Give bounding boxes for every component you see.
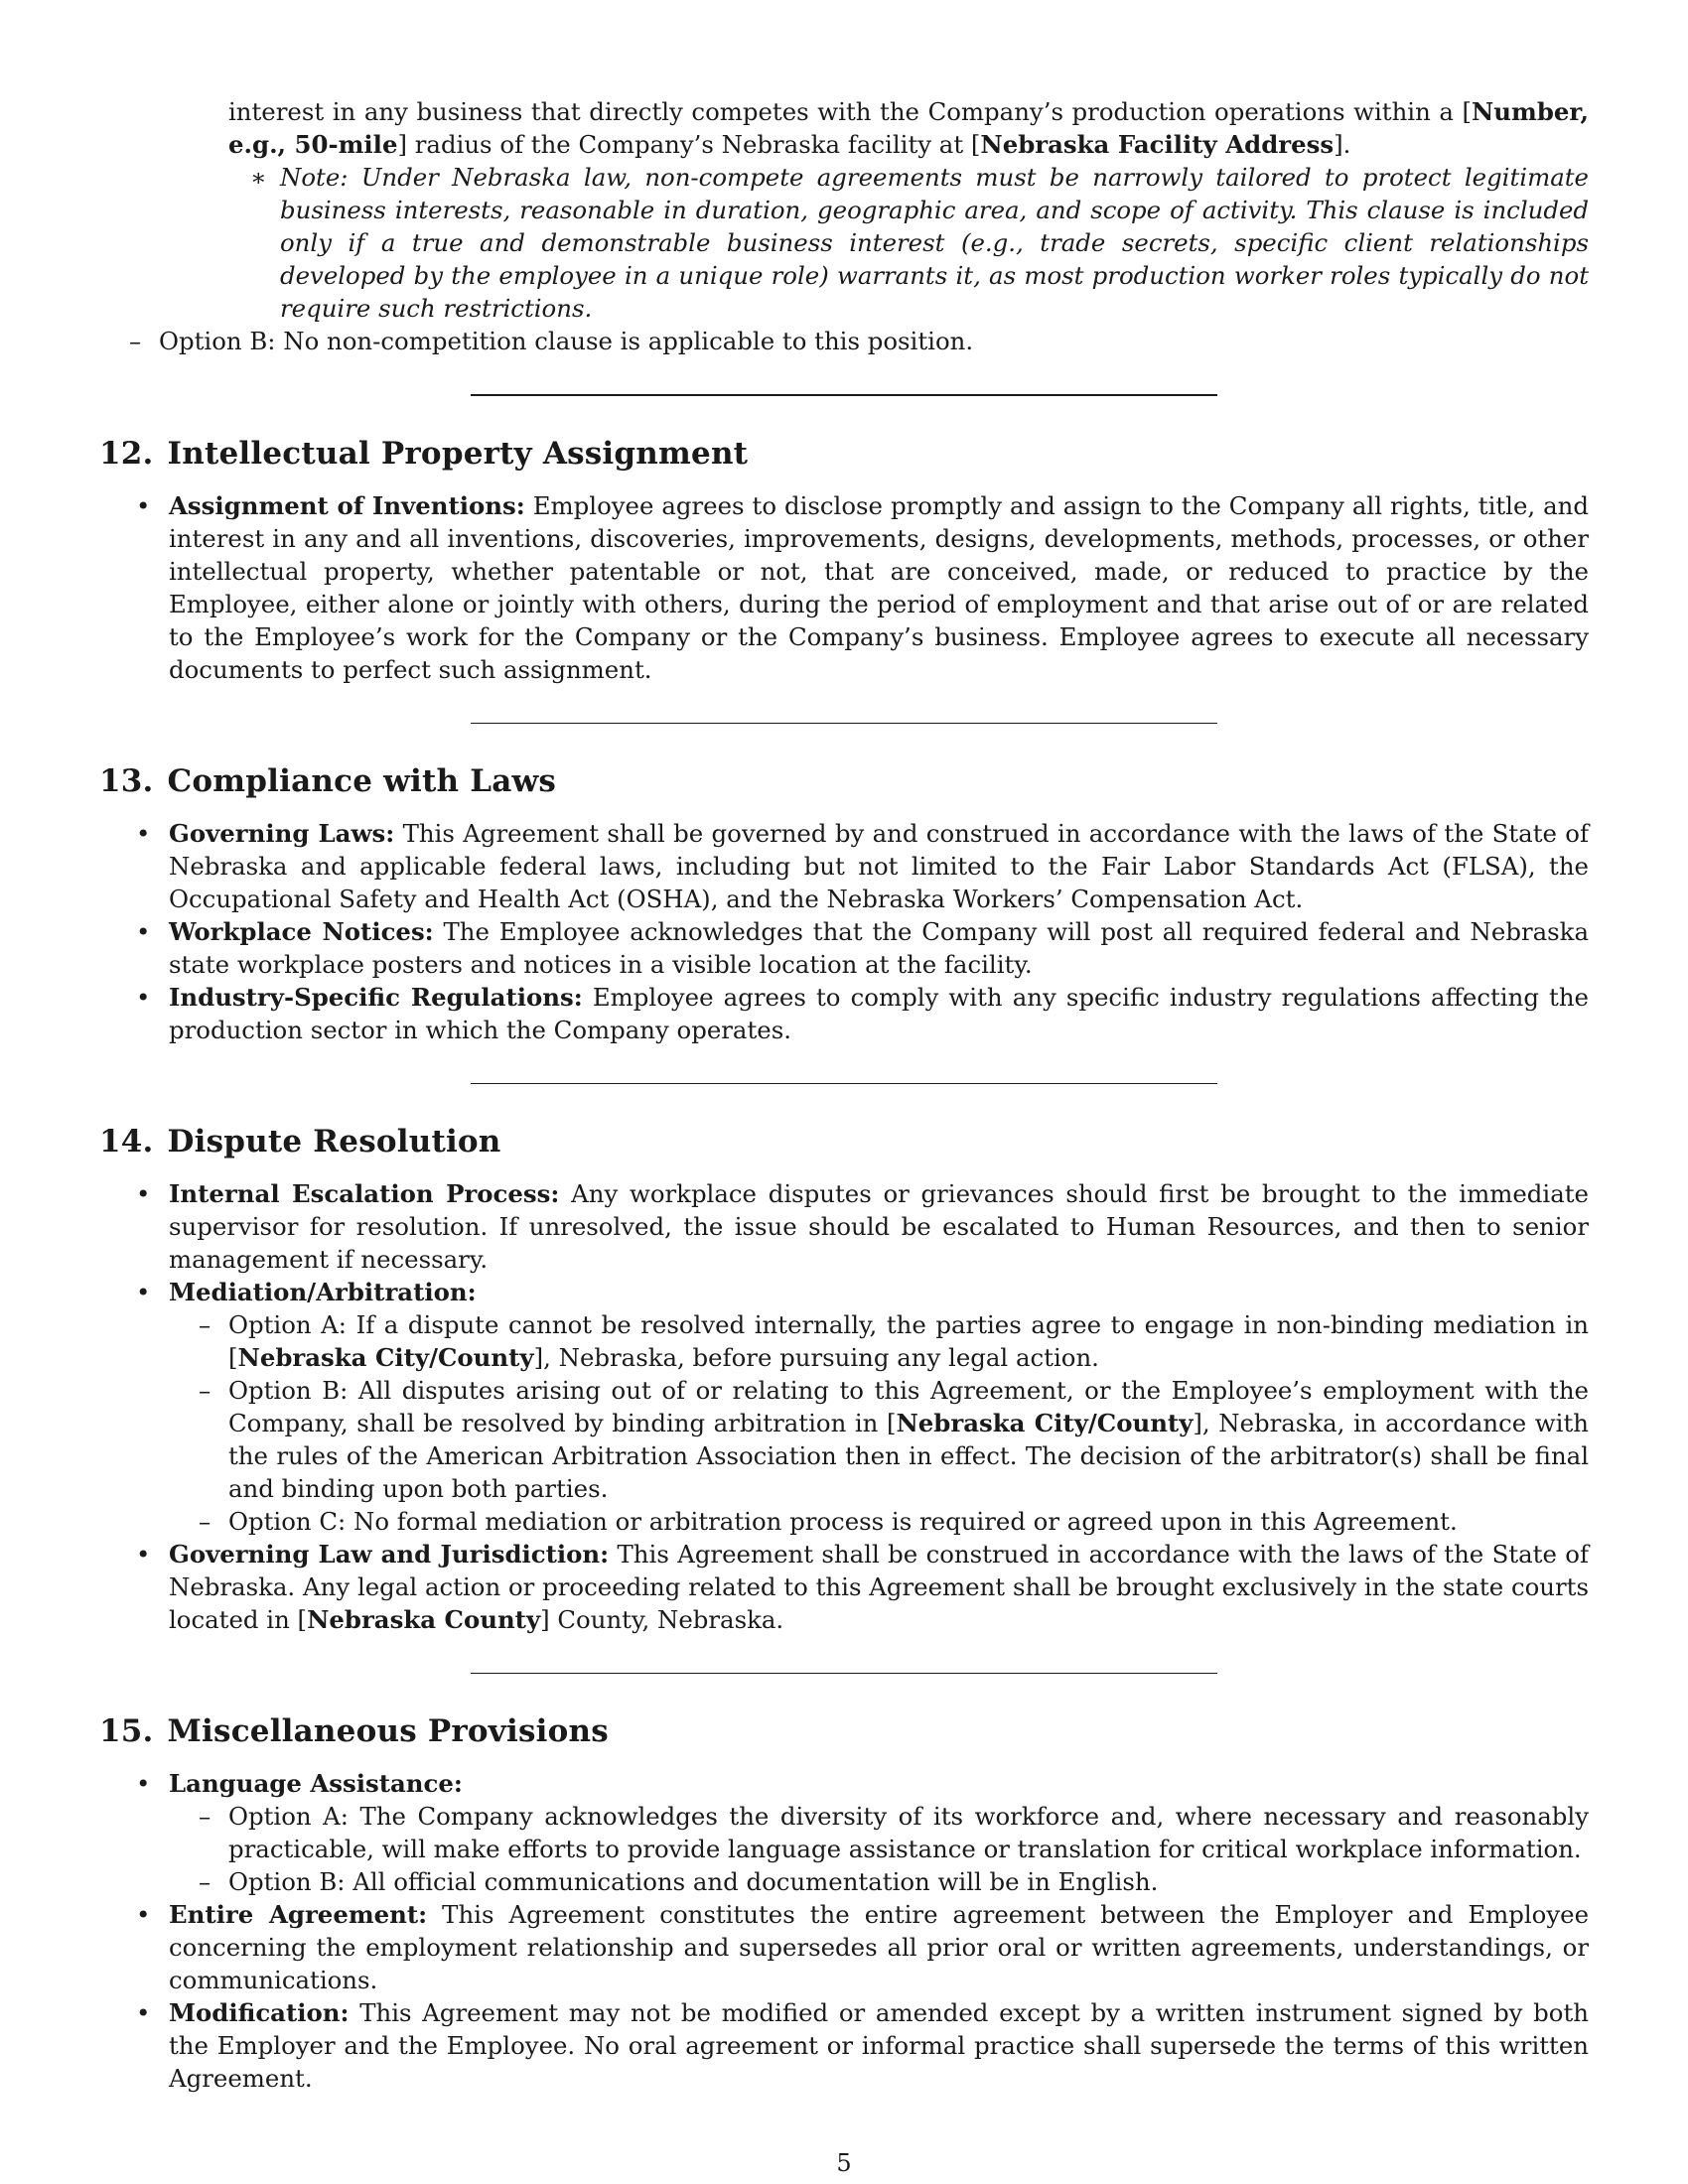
section-13-heading: 13. Compliance with Laws	[99, 763, 557, 799]
section-12-list	[99, 489, 1589, 686]
document-page	[99, 95, 1589, 2095]
list-item: • Mediation/Arbitration: – Option A: If a dispute cannot be resolved internally, the parties agree to engage in non-binding mediation in [Nebraska City/County], Nebraska, before pursuing any legal action. – Option B: All disputes arising out of or relating to this Agreement, or the Employee’s employment with the Company, shall be resolved by binding arbitration in [Nebraska City/County], Nebraska, in accordance with the rules of the American Arbitration Association then in effect. The decision of the arbitrator(s) shall be final and binding upon both parties. – Option C: No formal mediation or arbitration process is required or agreed upon in this Agreement.	[99, 1276, 1589, 1538]
noncompete-continuation: interest in any business that directly competes with the Company’s production operations within a [Number, e.g., 50-mile] radius of the Company’s Nebraska facility at [Nebraska Facility Address].	[228, 97, 1589, 159]
language-options	[169, 1800, 1589, 1898]
noncompete-option-b: – Option B: No non-competition clause is applicable to this position.	[99, 325, 1589, 357]
list-item: • Modification: This Agreement may not be modified or amended except by a written instrument signed by both the Employer and the Employee. No oral agreement or informal practice shall supersede the terms of this written Agreement.	[99, 1996, 1589, 2095]
list-item: • Governing Laws: This Agreement shall be governed by and construed in accordance with the laws of the State of Nebraska and applicable federal laws, including but not limited to the Fair Labor Standards Act (FLSA), the Occupational Safety and Health Act (OSHA), and the Nebraska Workers’ Compensation Act.	[99, 817, 1589, 915]
asterisk-marker: ∗	[250, 163, 267, 192]
mediation-options	[169, 1308, 1589, 1538]
list-item: • Governing Law and Jurisdiction: This Agreement shall be construed in accordance with the laws of the State of Nebraska. Any legal action or proceeding related to this Agreement shall be brought exclusively in the state courts located in [Nebraska County] County, Nebraska.	[99, 1538, 1589, 1636]
list-item: • Industry-Specific Regulations: Employee agrees to comply with any specific industry regulations affecting the production sector in which the Company operates.	[99, 981, 1589, 1046]
section-divider	[471, 1083, 1217, 1084]
section-14-list	[99, 1177, 1589, 1636]
number-placeholder: Number, e.g., 50-mile	[228, 97, 1589, 159]
mediation-option-a: – Option A: If a dispute cannot be resolved internally, the parties agree to engage in non-binding mediation in [Nebraska City/County], Nebraska, before pursuing any legal action.	[169, 1308, 1589, 1374]
list-item: • Internal Escalation Process: Any workplace disputes or grievances should first be brought to the immediate supervisor for resolution. If unresolved, the issue should be escalated to Human Resources, and then to senior management if necessary.	[99, 1177, 1589, 1276]
facility-address-placeholder: Nebraska Facility Address	[980, 130, 1335, 159]
section-15-list	[99, 1767, 1589, 2095]
section-12-heading: 12. Intellectual Property Assignment	[99, 436, 749, 472]
mediation-option-b: – Option B: All disputes arising out of or relating to this Agreement, or the Employee’s employment with the Company, shall be resolved by binding arbitration in [Nebraska City/County], Nebraska, in accordance with the rules of the American Arbitration Association then in effect. The decision of the arbitrator(s) shall be final and binding upon both parties.	[169, 1374, 1589, 1505]
section-divider	[471, 1673, 1217, 1674]
list-item: • Assignment of Inventions: Employee agrees to disclose promptly and assign to the Company all rights, title, and interest in any and all inventions, discoveries, improvements, designs, developments, methods, processes, or other intellectual property, whether patentable or not, that are conceived, made, or reduced to practice by the Employee, either alone or jointly with others, during the period of employment and that arise out of or are related to the Employee’s work for the Company or the Company’s business. Employee agrees to execute all necessary documents to perfect such assignment.	[99, 489, 1589, 686]
noncompete-options	[99, 325, 1589, 357]
list-item: • Language Assistance: – Option A: The Company acknowledges the diversity of its workforce and, where necessary and reasonably practicable, will make efforts to provide language assistance or translation for critical workplace information. – Option B: All official communications and documentation will be in English.	[99, 1767, 1589, 1898]
section-14-heading: 14. Dispute Resolution	[99, 1124, 501, 1160]
mediation-option-c: – Option C: No formal mediation or arbitration process is required or agreed upon in this Agreement.	[169, 1505, 1589, 1538]
list-item: • Workplace Notices: The Employee acknowledges that the Company will post all required federal and Nebraska state workplace posters and notices in a visible location at the facility.	[99, 915, 1589, 981]
section-divider	[471, 723, 1217, 724]
nebraska-law-note: ∗ Note: Under Nebraska law, non-compete agreements must be narrowly tailored to protect legitimate business interests, reasonable in duration, geographic area, and scope of activity. This clause is included only if a true and demonstrable business interest (e.g., trade secrets, specific client relationships developed by the employee in a unique role) warrants it, as most production worker roles typically do not require such restrictions.	[250, 163, 1589, 323]
section-divider	[471, 394, 1217, 396]
section-15-heading: 15. Miscellaneous Provisions	[99, 1713, 609, 1749]
language-option-b: – Option B: All official communications and documentation will be in English.	[169, 1865, 1589, 1898]
language-option-a: – Option A: The Company acknowledges the diversity of its workforce and, where necessary and reasonably practicable, will make efforts to provide language assistance or translation for critical workplace information.	[169, 1800, 1589, 1865]
section-13-list	[99, 817, 1589, 1046]
list-item: • Entire Agreement: This Agreement constitutes the entire agreement between the Employer and Employee concerning the employment relationship and supersedes all prior oral or written agreements, understandings, or communications.	[99, 1898, 1589, 1996]
page-number: 5	[836, 2149, 852, 2177]
